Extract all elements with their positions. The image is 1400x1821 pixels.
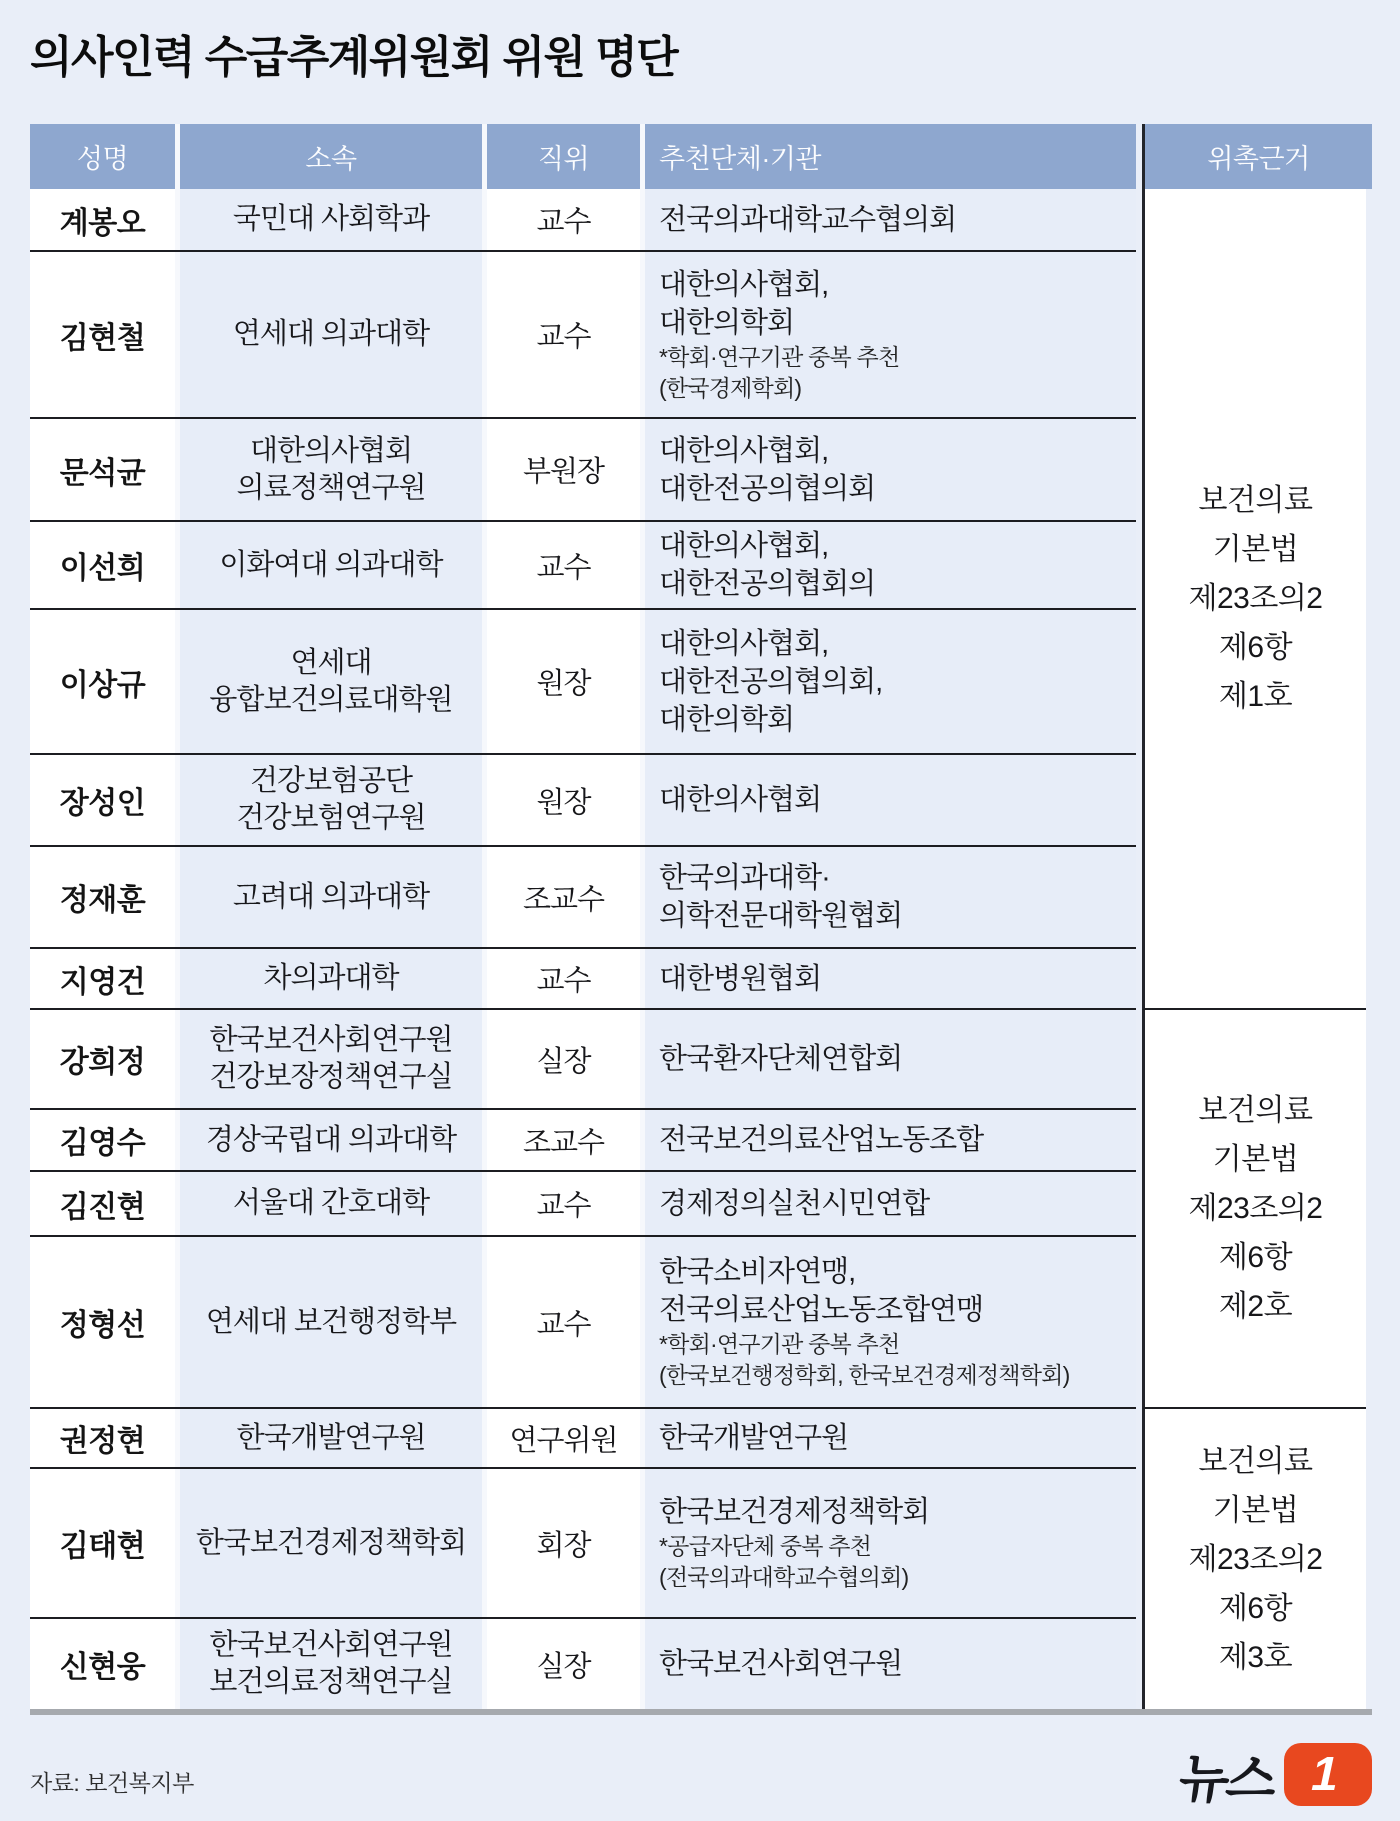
affiliation-line: 의료정책연구원 — [236, 471, 426, 504]
basis-line: 제2호 — [1218, 1290, 1293, 1323]
recommender-line: 대한의학회 — [659, 306, 795, 339]
recommender-line: 전국의료산업노동조합연맹 — [659, 1294, 984, 1326]
basis-line: 제23조의2 — [1188, 1542, 1323, 1576]
recommender-line: 대한의사협회, — [659, 530, 829, 562]
name-cell — [30, 1409, 175, 1467]
position-cell — [487, 189, 640, 250]
recommender-line: 대한병원협회 — [659, 962, 822, 995]
recommender-line: 대한전공의협회의 — [659, 568, 876, 600]
position-label: 교수 — [536, 206, 591, 238]
member-name: 신현웅 — [59, 1651, 146, 1684]
recommender-line: 대한의사협회, — [659, 627, 829, 660]
member-name: 이상규 — [59, 668, 146, 702]
member-name: 이선희 — [59, 552, 146, 585]
table-row — [30, 1619, 1136, 1709]
header-name: 성명 — [30, 124, 175, 189]
position-label: 교수 — [536, 321, 591, 353]
position-cell — [487, 1237, 640, 1407]
table-row — [30, 1172, 1136, 1237]
member-name: 정형선 — [59, 1309, 146, 1342]
committee-group — [30, 1010, 1372, 1409]
basis-line: 제6항 — [1218, 631, 1293, 664]
affiliation-cell — [180, 1409, 482, 1467]
recommender-line: 대한전공의협의회, — [659, 665, 883, 698]
recommender-cell — [645, 1010, 1136, 1108]
header-recommender: 추천단체·기관 — [645, 124, 1136, 189]
position-label: 원장 — [536, 786, 591, 819]
source-note: 자료: 보건복지부 — [30, 1770, 194, 1796]
affiliation-line: 이화여대 의과대학 — [219, 548, 443, 581]
affiliation-cell — [180, 522, 482, 608]
position-label: 실장 — [536, 1650, 591, 1683]
position-cell — [487, 610, 640, 753]
table-row — [30, 1237, 1136, 1409]
recommender-cell — [645, 847, 1136, 947]
basis-line: 기본법 — [1212, 1493, 1299, 1527]
recommender-line: 대한의학회 — [659, 703, 795, 736]
position-cell — [487, 1110, 640, 1170]
position-label: 원장 — [536, 668, 591, 700]
name-cell — [30, 949, 175, 1008]
recommender-cell — [645, 1619, 1136, 1709]
name-cell — [30, 1469, 175, 1617]
committee-table — [30, 124, 1372, 1715]
table-row — [30, 189, 1136, 252]
name-cell — [30, 522, 175, 608]
member-name: 지영건 — [59, 965, 146, 999]
member-name: 강희정 — [59, 1046, 146, 1079]
member-name: 김진현 — [59, 1190, 146, 1224]
recommender-note: *학회·연구기관 중복 추천 — [659, 1331, 900, 1357]
affiliation-line: 한국보건사회연구원 — [209, 1629, 453, 1661]
affiliation-line: 고려대 의과대학 — [232, 880, 430, 913]
basis-line: 보건의료 — [1198, 1444, 1313, 1478]
recommender-line: 한국소비자연맹, — [659, 1256, 856, 1288]
affiliation-line: 한국보건사회연구원 — [209, 1024, 453, 1056]
position-cell — [487, 522, 640, 608]
basis-cell — [1142, 189, 1366, 1010]
position-label: 회장 — [536, 1529, 591, 1562]
affiliation-line: 한국보건경제정책학회 — [195, 1526, 467, 1559]
recommender-line: 전국의과대학교수협의회 — [659, 203, 957, 236]
basis-line: 제3호 — [1218, 1640, 1293, 1674]
name-cell — [30, 1110, 175, 1170]
position-cell — [487, 847, 640, 947]
table-row — [30, 1469, 1136, 1619]
committee-group — [30, 189, 1372, 1010]
news1-logo-badge — [1284, 1743, 1372, 1806]
recommender-line: 대한전공의협의회 — [659, 472, 876, 505]
member-name: 문석균 — [59, 456, 146, 490]
basis-line: 제23조의2 — [1188, 582, 1323, 615]
recommender-line: 경제정의실천시민연합 — [659, 1187, 930, 1220]
affiliation-cell — [180, 189, 482, 250]
recommender-line: 전국보건의료산업노동조합 — [659, 1124, 984, 1156]
recommender-cell — [645, 610, 1136, 753]
position-cell — [487, 1619, 640, 1709]
table-row — [30, 522, 1136, 610]
table-row — [30, 755, 1136, 847]
name-cell — [30, 847, 175, 947]
member-name: 계봉오 — [59, 206, 146, 240]
committee-group — [30, 1409, 1372, 1709]
group-rows — [30, 1010, 1136, 1409]
member-name: 김태현 — [59, 1530, 146, 1563]
table-header — [30, 124, 1372, 189]
affiliation-line: 한국개발연구원 — [236, 1421, 426, 1454]
recommender-line: 대한의사협회, — [659, 268, 829, 301]
footer — [30, 1737, 1372, 1812]
position-cell — [487, 755, 640, 845]
name-cell — [30, 755, 175, 845]
recommender-cell — [645, 1237, 1136, 1407]
member-name: 김영수 — [59, 1127, 146, 1160]
basis-line: 제6항 — [1218, 1241, 1293, 1274]
position-label: 교수 — [536, 551, 591, 584]
basis-cell — [1142, 1409, 1366, 1709]
affiliation-cell — [180, 1469, 482, 1617]
position-cell — [487, 1469, 640, 1617]
member-name: 정재훈 — [59, 884, 146, 917]
affiliation-line: 보건의료정책연구실 — [209, 1666, 453, 1698]
member-name: 김현철 — [59, 321, 146, 355]
recommender-line: 한국환자단체연합회 — [659, 1043, 903, 1075]
affiliation-line: 융합보건의료대학원 — [209, 683, 453, 716]
recommender-note: (한국보건행정학회, 한국보건경제정책학회) — [659, 1362, 1070, 1388]
header-affiliation: 소속 — [180, 124, 482, 189]
name-cell — [30, 252, 175, 417]
position-label: 교수 — [536, 1190, 591, 1222]
affiliation-cell — [180, 610, 482, 753]
position-label: 조교수 — [522, 1126, 605, 1159]
recommender-cell — [645, 419, 1136, 520]
position-cell — [487, 419, 640, 520]
recommender-note: *공급자단체 중복 추천 — [659, 1533, 872, 1559]
recommender-note: *학회·연구기관 중복 추천 — [659, 343, 900, 370]
affiliation-cell — [180, 419, 482, 520]
affiliation-line: 연세대 보건행정학부 — [205, 1305, 457, 1338]
recommender-line: 한국보건사회연구원 — [659, 1648, 903, 1680]
affiliation-cell — [180, 847, 482, 947]
basis-cell — [1142, 1010, 1366, 1409]
table-body — [30, 189, 1372, 1709]
position-label: 교수 — [536, 1308, 591, 1341]
header-basis: 위촉근거 — [1142, 124, 1372, 189]
recommender-cell — [645, 522, 1136, 608]
position-label: 조교수 — [522, 883, 605, 916]
affiliation-cell — [180, 252, 482, 417]
recommender-note: (전국의과대학교수협의회) — [659, 1564, 909, 1590]
table-row — [30, 1409, 1136, 1469]
affiliation-line: 서울대 간호대학 — [232, 1187, 430, 1219]
affiliation-line: 연세대 의과대학 — [232, 318, 430, 350]
affiliation-cell — [180, 1172, 482, 1235]
affiliation-cell — [180, 1010, 482, 1108]
name-cell — [30, 1172, 175, 1235]
position-cell — [487, 1172, 640, 1235]
affiliation-line: 연세대 — [290, 646, 372, 679]
recommender-line: 한국보건경제정책학회 — [659, 1496, 930, 1528]
page-title: 의사인력 수급추계위원회 위원 명단 — [30, 33, 678, 82]
name-cell — [30, 419, 175, 520]
recommender-line: 한국의과대학· — [659, 862, 830, 894]
table-row — [30, 949, 1136, 1010]
basis-line: 기본법 — [1212, 1143, 1299, 1176]
news1-logo-one: 1 — [1306, 1748, 1344, 1801]
affiliation-cell — [180, 949, 482, 1008]
position-label: 교수 — [536, 965, 591, 997]
affiliation-line: 건강보험공단 — [249, 765, 413, 797]
group-rows — [30, 189, 1136, 1010]
table-row — [30, 1010, 1136, 1110]
recommender-line: 대한의사협회, — [659, 434, 829, 467]
recommender-cell — [645, 1172, 1136, 1235]
affiliation-line: 건강보험연구원 — [236, 802, 426, 834]
table-row — [30, 847, 1136, 949]
name-cell — [30, 1237, 175, 1407]
recommender-line: 의학전문대학원협회 — [659, 900, 903, 932]
table-row — [30, 252, 1136, 419]
table-row — [30, 1110, 1136, 1172]
position-cell — [487, 949, 640, 1008]
basis-line: 기본법 — [1212, 533, 1299, 566]
position-label: 실장 — [536, 1045, 591, 1078]
news1-logo — [1174, 1737, 1372, 1812]
affiliation-line: 차의과대학 — [263, 962, 399, 994]
name-cell — [30, 610, 175, 753]
recommender-line: 대한의사협회 — [659, 784, 822, 816]
position-label: 연구위원 — [509, 1424, 618, 1457]
basis-line: 제23조의2 — [1188, 1192, 1323, 1225]
name-cell — [30, 1010, 175, 1108]
name-cell — [30, 1619, 175, 1709]
member-name: 장성인 — [59, 787, 146, 820]
recommender-note: (한국경제학회) — [659, 374, 802, 401]
affiliation-cell — [180, 755, 482, 845]
recommender-cell — [645, 189, 1136, 250]
basis-line: 제1호 — [1218, 680, 1293, 713]
affiliation-line: 국민대 사회학과 — [232, 203, 430, 235]
position-label: 부원장 — [522, 456, 605, 488]
recommender-cell — [645, 1110, 1136, 1170]
recommender-line: 한국개발연구원 — [659, 1422, 849, 1454]
affiliation-cell — [180, 1619, 482, 1709]
basis-line: 보건의료 — [1198, 484, 1313, 517]
affiliation-cell — [180, 1237, 482, 1407]
recommender-cell — [645, 949, 1136, 1008]
news1-logo-text: 뉴스 — [1174, 1751, 1278, 1809]
recommender-cell — [645, 252, 1136, 417]
position-cell — [487, 252, 640, 417]
member-name: 권정현 — [59, 1425, 146, 1458]
recommender-cell — [645, 1409, 1136, 1467]
header-position: 직위 — [487, 124, 640, 189]
table-row — [30, 610, 1136, 755]
affiliation-cell — [180, 1110, 482, 1170]
position-cell — [487, 1409, 640, 1467]
affiliation-line: 건강보장정책연구실 — [209, 1061, 453, 1093]
affiliation-line: 경상국립대 의과대학 — [205, 1123, 457, 1156]
name-cell — [30, 189, 175, 250]
position-cell — [487, 1010, 640, 1108]
table-row — [30, 419, 1136, 522]
recommender-cell — [645, 755, 1136, 845]
basis-line: 제6항 — [1218, 1591, 1293, 1625]
group-rows — [30, 1409, 1136, 1709]
affiliation-line: 대한의사협회 — [249, 434, 413, 467]
basis-line: 보건의료 — [1198, 1094, 1313, 1127]
recommender-cell — [645, 1469, 1136, 1617]
